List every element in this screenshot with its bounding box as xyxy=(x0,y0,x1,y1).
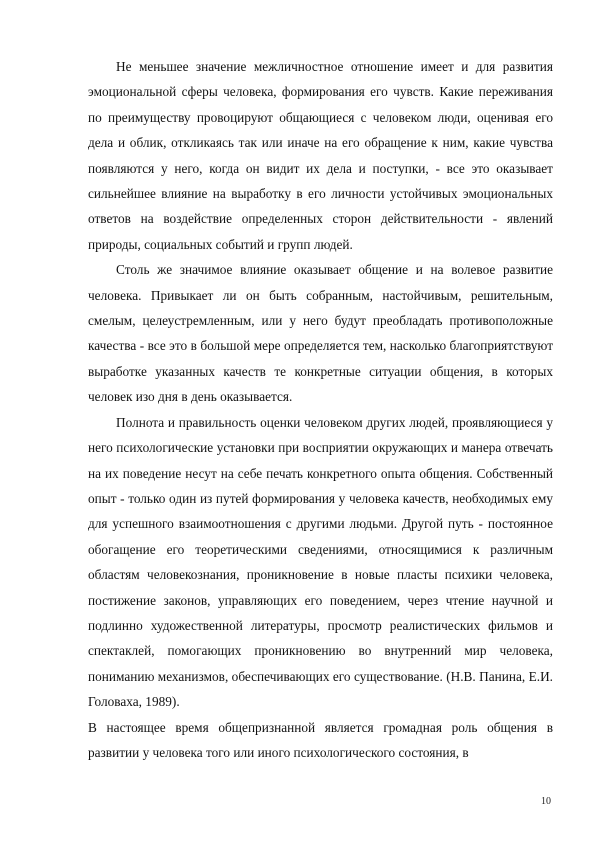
paragraph-emotional-sphere: Не меньшее значение межличностное отношение имеет и для развития эмоциональной сферы человека, формирования его чувств. Какие переживания по преимуществу провоцируют общающиеся с человеком люди, оценивая его дела и облик, откликаясь так или иначе на его обращение к ним, какие чувства появляются у него, когда он видит их дела и поступки, - все это оказывает сильнейшее влияние на выработку в его личности устойчивых эмоциональных ответов на воздействие определенных сторон действительности - явлений природы, социальных событий и групп людей. xyxy=(88,59,553,252)
page-number: 10 xyxy=(541,796,551,807)
paragraph-role-of-communication: В настоящее время общепризнанной является громадная роль общения в развитии у человека того или иного психологического состояния, в xyxy=(88,719,553,760)
paragraph-assessment-of-others: Полнота и правильность оценки человеком других людей, проявляющиеся у него психологические установки при восприятии окружающих и манера отвечать на их поведение несут на себе печать конкретного опыта общения. Собственный опыт - только один из путей формирования у человека качеств, необходимых ему для успешного взаимоотношения с другими людьми. Другой путь - постоянное обогащение его теоретическими сведениями, относящимися к различным областям человекознания, проникновение в новые пласты психики человека, постижение законов, управляющих его поведением, через чтение научной и подлинно художественной литературы, просмотр реалистических фильмов и спектаклей, помогающих проникновению во внутренний мир человека, пониманию механизмов, обеспечивающих его существование. (Н.В. Панина, Е.И. Головаха, 1989). xyxy=(88,414,553,710)
text-body xyxy=(88,54,553,765)
paragraph-volitional-development: Столь же значимое влияние оказывает общение и на волевое развитие человека. Привыкает ли он быть собранным, настойчивым, решительным, смелым, целеустремленным, или у него будут преобладать противоположные качества - все это в большой мере определяется тем, насколько благоприятствуют выработке указанных качеств те конкретные ситуации общения, в которых человек изо дня в день оказывается. xyxy=(88,262,553,405)
